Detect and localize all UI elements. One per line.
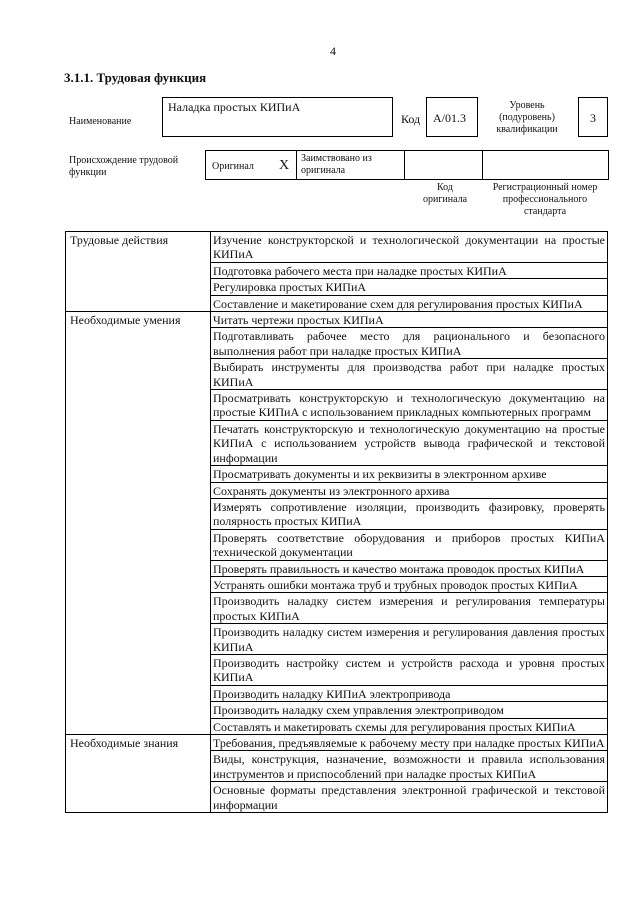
row-text: Измерять сопротивление изоляции, производить фазировку, проверять полярность простых КИПиА	[211, 498, 608, 529]
divider	[404, 151, 405, 179]
code-label: Код	[401, 112, 421, 126]
code-value: A/01.3	[433, 111, 466, 125]
row-text: Составлять и макетировать схемы для регулирования простых КИПиА	[211, 718, 608, 734]
row-text: Выбирать инструменты для производства работ при наладке простых КИПиА	[211, 359, 608, 390]
divider	[482, 151, 483, 179]
name-field	[162, 97, 393, 137]
function-table	[65, 231, 608, 813]
name-label: Наименование	[69, 116, 132, 127]
level-value: 3	[590, 111, 596, 125]
row-text: Производить настройку систем и устройств расхода и уровня простых КИПиА	[211, 654, 608, 685]
row-text: Изучение конструкторской и технологической документации на простые КИПиА	[211, 232, 608, 263]
section-category: Необходимые умения	[66, 312, 211, 735]
row-text: Виды, конструкция, назначение, возможности и правила использования инструментов и приспособлений при наладке простых КИПиА	[211, 751, 608, 782]
table-row	[66, 735, 608, 751]
row-text: Проверять соответствие оборудования и приборов простых КИПиА технической документации	[211, 529, 608, 560]
table-row	[66, 232, 608, 263]
row-text: Производить наладку КИПиА электропривода	[211, 685, 608, 701]
level-field	[578, 97, 608, 137]
row-text: Подготавливать рабочее место для рационального и безопасного выполнения работ при наладке простых КИПиА	[211, 328, 608, 359]
row-text: Регулировка простых КИПиА	[211, 279, 608, 295]
divider	[296, 151, 297, 179]
origin-table	[205, 150, 609, 180]
row-text: Требования, предъявляемые к рабочему месту при наладке простых КИПиА	[211, 735, 608, 751]
row-text: Производить наладку систем измерения и регулирования температуры простых КИПиА	[211, 593, 608, 624]
name-value: Наладка простых КИПиА	[168, 100, 301, 114]
page-number: 4	[330, 44, 336, 58]
original-mark: X	[279, 158, 290, 173]
code-field	[426, 97, 478, 137]
row-text: Производить наладку систем измерения и регулирования давления простых КИПиА	[211, 624, 608, 655]
row-text: Подготовка рабочего места при наладке простых КИПиА	[211, 262, 608, 278]
row-text: Проверять правильность и качество монтажа проводок простых КИПиА	[211, 560, 608, 576]
code-caption: Код оригинала	[422, 182, 468, 205]
borrowed-label: Заимствовано из оригинала	[301, 153, 372, 176]
origin-label: Происхождение трудовой функции	[69, 155, 179, 178]
row-text: Основные форматы представления электронной графической и текстовой информации	[211, 782, 608, 813]
row-text: Сохранять документы из электронного архива	[211, 482, 608, 498]
reg-caption: Регистрационный номер профессионального стандарта	[492, 182, 598, 217]
row-text: Печатать конструкторскую и технологическую документацию на простые КИПиА с использованием устройств вывода графической и текстовой информации	[211, 420, 608, 465]
row-text: Просматривать конструкторскую и технологическую документацию на простые КИПиА с использованием прикладных компьютерных программ	[211, 390, 608, 421]
section-category: Необходимые знания	[66, 735, 211, 813]
row-text: Читать чертежи простых КИПиА	[211, 312, 608, 328]
row-text: Составление и макетирование схем для регулирования простых КИПиА	[211, 295, 608, 311]
original-label: Оригинал	[212, 161, 254, 172]
section-title: 3.1.1. Трудовая функция	[64, 70, 207, 85]
section-category: Трудовые действия	[66, 232, 211, 312]
row-text: Производить наладку схем управления электроприводом	[211, 702, 608, 718]
level-label: Уровень (подуровень) квалификации	[496, 100, 558, 135]
row-text: Просматривать документы и их реквизиты в электронном архиве	[211, 466, 608, 482]
table-row	[66, 312, 608, 328]
row-text: Устранять ошибки монтажа труб и трубных проводок простых КИПиА	[211, 576, 608, 592]
